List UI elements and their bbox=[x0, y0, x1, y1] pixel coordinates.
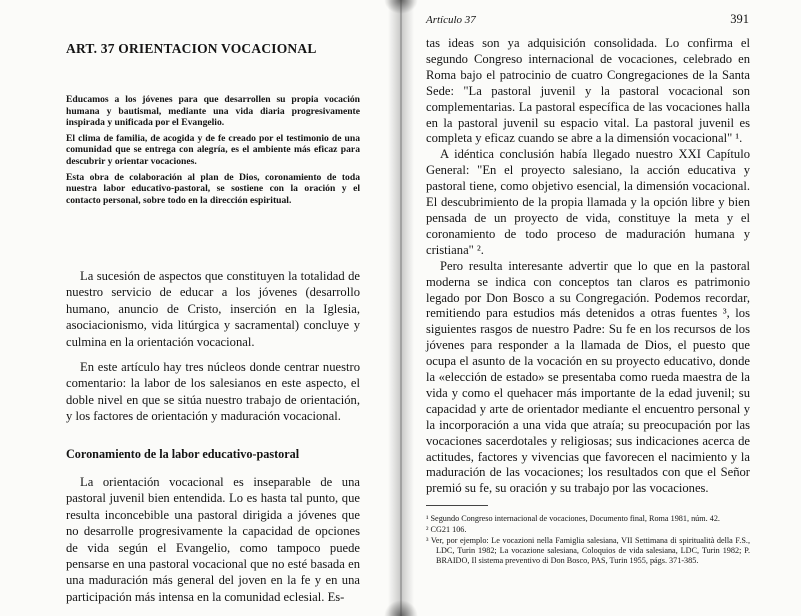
footnote-rule bbox=[426, 505, 488, 506]
left-body-text bbox=[66, 268, 360, 434]
intro-paragraph: Educamos a los jóvenes para que desarrollen su propia vocación humana y bautismal, mediante una vida diaria progresivamente inspirada y unificada por el Evangelio. bbox=[66, 94, 360, 129]
intro-paragraph: Esta obra de colaboración al plan de Dios, coronamiento de toda nuestra labor educativo-pastoral, se sostiene con la oración y el contacto personal, sobre todo en la dirección espiritual. bbox=[66, 171, 360, 206]
book-gutter-shadow bbox=[388, 0, 414, 616]
article-intro bbox=[66, 94, 360, 210]
left-page bbox=[0, 0, 400, 616]
footnote: ² CG21 106. bbox=[426, 525, 467, 534]
body-paragraph: A idéntica conclusión había llegado nuestro XXI Capítulo General: "En el proyecto salesiano, la acción educativa y pastoral tiene, como objetivo esencial, la dimensión vocacional. El descubrimiento de la propia llamada y la opción libre y bien pensada de un proyecto de vida, constituye la meta y el coronamiento de todo proceso de maduración humana y cristiana" ². bbox=[426, 147, 750, 257]
gutter-top-shadow bbox=[384, 0, 418, 14]
article-title: ART. 37 ORIENTACION VOCACIONAL bbox=[66, 41, 317, 56]
body-paragraph: En este artículo hay tres núcleos donde centrar nuestro comentario: la labor de los salesianos en este aspecto, el doble nivel en que se sitúa nuestro trabajo de orientación, y los factores de orientación y maduración vocacional. bbox=[66, 360, 360, 424]
body-paragraph: tas ideas son ya adquisición consolidada. Lo confirma el segundo Congreso internacional de vocaciones, celebrado en Roma bajo el patrocinio de cuatro Congregaciones de la Santa Sede: "La pastoral juvenil y la pastoral vocacional son complementarias. La pastoral específica de las vocaciones halla en la pastoral juvenil su espacio vital. La pastoral juvenil es completa y eficaz cuando se abre a la dimensión vocacional" ¹. bbox=[426, 36, 750, 146]
gutter-bottom-shadow bbox=[384, 600, 418, 616]
section-body-text bbox=[66, 474, 360, 605]
footnote: ³ Ver, por ejemplo: Le vocazioni nella Famiglia salesiana, VII Settimana di spiritualità della F.S., LDC, Turin 1982; La vocazione salesiana, Coloquios de vida salesiana, LDC, Turin 1982; P. BRAIDO, Il sistema preventivo di Don Bosco, PAS, Turin 1955, págs. 371-385. bbox=[426, 536, 750, 565]
body-paragraph: Pero resulta interesante advertir que lo que en la pastoral moderna se indica con conceptos tan claros es patrimonio legado por Don Bosco a su Congregación. Podemos recordar, remitiendo para estudios más detenidos a otras fuentes ³, los siguientes rasgos de nuestro Padre: Su fe en los recursos de los jóvenes para responder a la llamada de Dios, el puesto que ocupa el asunto de la vocación en su proyecto educativo, donde la «elección de estado» se presentaba como rueda maestra de la vida y como el quehacer más importante de la edad juvenil; su capacidad y arte de orientador mediante el encuentro personal y la incorporación a una vida que atraía; su preocupación por las vocaciones sacerdotales y religiosas; sus indicaciones acerca de actitudes, factores y vivencias que favorecen el nacimiento y la maduración de las vocaciones; los resultados con que el Señor premió su fe, su oración y su trabajo por las vocaciones. bbox=[426, 258, 750, 496]
footnote: ¹ Segundo Congreso internacional de vocaciones, Documento final, Roma 1981, núm. 42. bbox=[426, 514, 720, 523]
body-paragraph: La sucesión de aspectos que constituyen la totalidad de nuestro servicio de educar a los jóvenes (desarrollo humano, anuncio de Cristo, inserción en la Iglesia, asociacionismo, vida litúrgica y sacramental) concluye y culmina en la orientación vocacional. bbox=[66, 269, 360, 349]
footnotes bbox=[426, 514, 750, 567]
running-head: Artículo 37 bbox=[426, 14, 476, 26]
right-page bbox=[400, 0, 801, 616]
intro-paragraph: El clima de familia, de acogida y de fe creado por el testimonio de una comunidad que se entrega con alegría, es el ambiente más eficaz para descubrir y orientar vocaciones. bbox=[66, 132, 360, 167]
body-paragraph: La orientación vocacional es inseparable de una pastoral juvenil bien entendida. Lo es hasta tal punto, que resulta inconcebible una pastoral dirigida a jóvenes que no desarrolle progresivamente la capacidad de opciones de vida según el Evangelio, como tampoco puede pensarse en una pastoral vocacional que no esté basada en una maduración más general del joven en la fe y en una participación más intensa en la comunidad eclesial. Es- bbox=[66, 475, 360, 604]
section-heading: Coronamiento de la labor educativo-pastoral bbox=[66, 447, 300, 461]
page-number: 391 bbox=[730, 12, 749, 26]
right-body-text bbox=[426, 36, 750, 497]
